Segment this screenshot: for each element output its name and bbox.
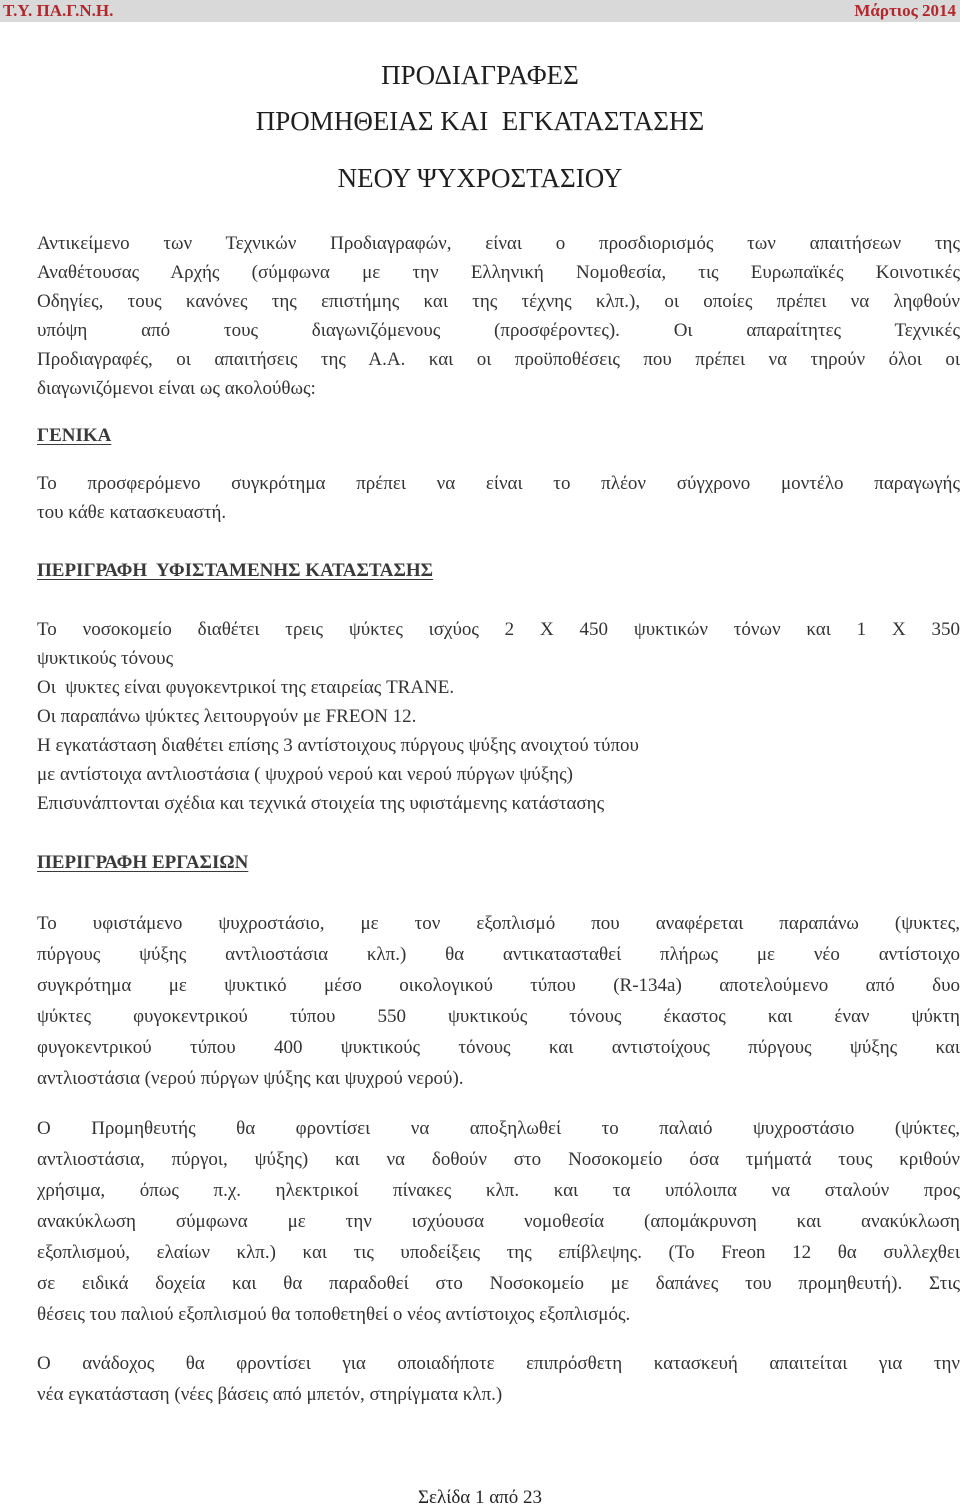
text-line: αντλιοστάσια, πύργοι, ψύξης) και να δοθούν στο Νοσοκομείο όσα τμήματά τους κριθούν <box>37 1149 960 1170</box>
text-line: Ο Προμηθευτής θα φροντίσει να αποξηλωθεί το παλαιό ψυχροστάσιο (ψύκτες, <box>37 1118 960 1139</box>
section-heading-existing-state: ΠΕΡΙΓΡΑΦΗ ΥΦΙΣΤΑΜΕΝΗΣ ΚΑΤΑΣΤΑΣΗΣ <box>37 560 434 581</box>
text-line: με αντίστοιχα αντλιοστάσια ( ψυχρού νερού και νερού πύργων ψύξης) <box>37 764 573 785</box>
page-header <box>0 0 960 22</box>
text-line: ανακύκλωση σύμφωνα με την ισχύουσα νομοθεσία (απομάκρυνση και ανακύκλωση <box>37 1211 960 1232</box>
section-heading-works: ΠΕΡΙΓΡΑΦΗ ΕΡΓΑΣΙΩΝ <box>37 852 249 873</box>
text-line: διαγωνιζόμενοι είναι ως ακολούθως: <box>37 378 316 399</box>
works-paragraph-1 <box>37 908 960 1094</box>
works-paragraph-3 <box>37 1348 960 1410</box>
text-line: Η εγκατάσταση διαθέτει επίσης 3 αντίστοιχους πύργους ψύξης ανοιχτού τύπου <box>37 735 639 756</box>
text-line: συγκρότημα με ψυκτικό μέσο οικολογικού τύπου (R-134a) αποτελούμενο από δυο <box>37 975 960 996</box>
section-heading-general: ΓΕΝΙΚΑ <box>37 425 112 446</box>
text-line: Οι παραπάνω ψύκτες λειτουργούν με FREON 12. <box>37 706 417 727</box>
text-line: νέα εγκατάσταση (νέες βάσεις από μπετόν, στηρίγματα κλπ.) <box>37 1384 503 1405</box>
text-line: αντλιοστάσια (νερού πύργων ψύξης και ψυχρού νερού). <box>37 1068 464 1089</box>
text-line: θέσεις του παλιού εξοπλισμού θα τοποθετηθεί ο νέος αντίστοιχος εξοπλισμός. <box>37 1304 631 1325</box>
text-line: πύργους ψύξης αντλιοστάσια κλπ.) θα αντικατασταθεί πλήρως με νέο αντίστοιχο <box>37 944 960 965</box>
text-line: Ο ανάδοχος θα φροντίσει για οποιαδήποτε επιπρόσθετη κατασκευή απαιτείται για την <box>37 1353 960 1374</box>
text-line: Προδιαγραφές, οι απαιτήσεις της Α.Α. και οι προϋποθέσεις που πρέπει να τηρούν όλοι οι <box>37 349 960 370</box>
text-line: Αναθέτουσας Αρχής (σύμφωνα με την Ελληνική Νομοθεσία, τις Ευρωπαϊκές Κοινοτικές <box>37 262 960 283</box>
text-line: χρήσιμα, όπως π.χ. ηλεκτρικοί πίνακες κλπ. και τα υπόλοιπα να σταλούν προς <box>37 1180 960 1201</box>
document-title-line-2: ΠΡΟΜΗΘΕΙΑΣ ΚΑΙ ΕΓΚΑΤΑΣΤΑΣΗΣ <box>255 106 705 136</box>
text-line: φυγοκεντρικού τύπου 400 ψυκτικούς τόνους και αντιστοίχους πύργους ψύξης και <box>37 1037 960 1058</box>
general-paragraph <box>37 469 960 527</box>
text-line: Το υφιστάμενο ψυχροστάσιο, με τον εξοπλισμό που αναφέρεται παραπάνω (ψυκτες, <box>37 913 960 934</box>
header-organization: Τ.Υ. ΠΑ.Γ.Ν.Η. <box>3 1 114 20</box>
page-number: Σελίδα 1 από 23 <box>417 1487 543 1508</box>
text-line: Οι ψυκτες είναι φυγοκεντρικοί της εταιρείας TRANE. <box>37 677 455 698</box>
existing-state-paragraph <box>37 615 960 818</box>
text-line: ψυκτικούς τόνους <box>37 648 174 669</box>
text-line: του κάθε κατασκευαστή. <box>37 502 227 523</box>
text-line: υπόψη από τους διαγωνιζόμενους (προσφέροντες). Οι απαραίτητες Τεχνικές <box>37 320 960 341</box>
text-line: σε ειδικά δοχεία και θα παραδοθεί στο Νοσοκομείο με δαπάνες του προμηθευτή). Στις <box>37 1273 960 1294</box>
text-line: ψύκτες φυγοκεντρικού τύπου 550 ψυκτικούς τόνους έκαστος και έναν ψύκτη <box>37 1006 960 1027</box>
text-line: εξοπλισμού, ελαίων κλπ.) και τις υποδείξεις της επίβλεψης. (Το Freon 12 θα συλλεχθει <box>37 1242 960 1263</box>
text-line: Αντικείμενο των Τεχνικών Προδιαγραφών, είναι ο προσδιορισμός των απαιτήσεων της <box>37 233 960 254</box>
text-line: Το προσφερόμενο συγκρότημα πρέπει να είναι το πλέον σύγχρονο μοντέλο παραγωγής <box>37 473 960 494</box>
header-date: Μάρτιος 2014 <box>854 1 956 20</box>
intro-paragraph <box>37 229 960 403</box>
document-title-line-1: ΠΡΟΔΙΑΓΡΑΦΕΣ <box>381 60 579 90</box>
document-title-line-3: ΝΕΟΥ ΨΥΧΡΟΣΤΑΣΙΟΥ <box>337 163 623 193</box>
text-line: Το νοσοκομείο διαθέτει τρεις ψύκτες ισχύος 2 Χ 450 ψυκτικών τόνων και 1 Χ 350 <box>37 619 960 640</box>
works-paragraph-2 <box>37 1113 960 1330</box>
text-line: Επισυνάπτονται σχέδια και τεχνικά στοιχεία της υφιστάμενης κατάστασης <box>37 793 605 814</box>
text-line: Οδηγίες, τους κανόνες της επιστήμης και της τέχνης κλπ.), οι οποίες πρέπει να ληφθούν <box>37 291 960 312</box>
